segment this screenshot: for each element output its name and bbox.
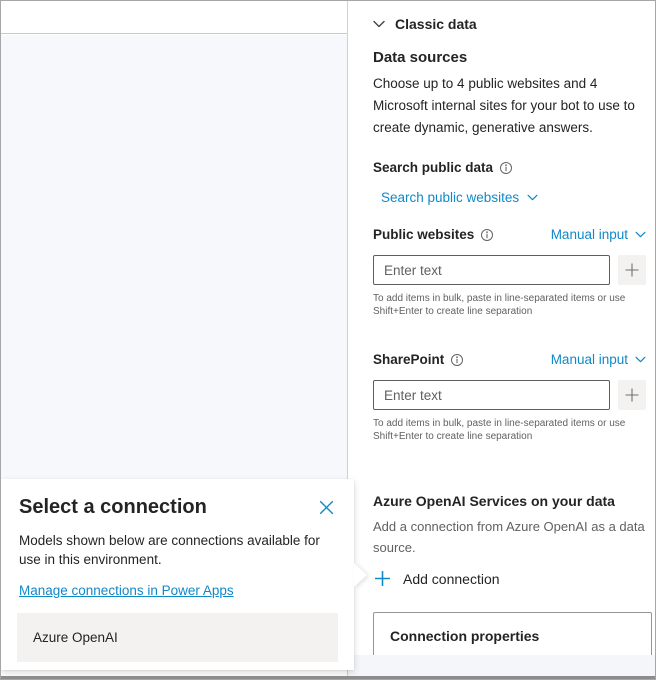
sharepoint-label-group	[373, 352, 464, 367]
classic-data-panel	[347, 1, 655, 679]
dialog-header	[19, 496, 336, 519]
public-websites-add-button[interactable]	[618, 255, 646, 285]
sharepoint-mode-label: Manual input	[550, 352, 628, 367]
add-connection-button[interactable]	[374, 570, 500, 587]
public-websites-mode-dropdown[interactable]	[551, 227, 646, 242]
classic-data-section-toggle[interactable]	[373, 16, 646, 32]
public-websites-mode-label: Manual input	[550, 227, 628, 242]
public-websites-helper-text: To add items in bulk, paste in line-separated items or use Shift+Enter to create line separation	[373, 293, 626, 317]
add-connection-label: Add connection	[403, 570, 500, 587]
chevron-down-icon	[635, 356, 646, 363]
plus-icon	[374, 570, 391, 587]
data-sources-description: Choose up to 4 public websites and 4 Microsoft internal sites for your bot to use to create dynamic, generative answers.	[373, 76, 635, 135]
info-icon[interactable]	[499, 161, 513, 175]
close-icon[interactable]	[317, 498, 336, 517]
sharepoint-helper-text: To add items in bulk, paste in line-separated items or use Shift+Enter to create line separation	[373, 418, 626, 442]
sharepoint-mode-dropdown[interactable]	[551, 352, 646, 367]
info-icon[interactable]	[480, 228, 494, 242]
classic-data-label: Classic data	[395, 16, 477, 32]
azure-openai-description: Add a connection from Azure OpenAI as a data source.	[373, 519, 645, 555]
public-websites-header-row	[373, 227, 646, 242]
search-public-websites-label: Search public websites	[381, 190, 520, 205]
sharepoint-add-button[interactable]	[618, 380, 646, 410]
window-bottom-edge	[1, 676, 655, 679]
info-icon[interactable]	[450, 353, 464, 367]
sharepoint-input-row	[373, 380, 646, 410]
search-public-websites-dropdown[interactable]	[381, 190, 538, 205]
sharepoint-input[interactable]	[373, 380, 610, 410]
dialog-title: Select a connection	[19, 496, 207, 518]
chevron-down-icon	[527, 194, 538, 201]
select-connection-dialog	[1, 479, 354, 670]
plus-icon	[624, 387, 640, 403]
connection-item-azure-openai[interactable]: Azure OpenAI	[17, 613, 338, 662]
search-public-data-row	[373, 160, 646, 175]
public-websites-label-group	[373, 227, 494, 242]
public-websites-label: Public websites	[373, 227, 475, 242]
azure-openai-title: Azure OpenAI Services on your data	[373, 493, 615, 509]
chevron-down-icon	[373, 20, 385, 28]
data-sources-title: Data sources	[373, 49, 468, 66]
connection-properties-expander[interactable]	[373, 612, 652, 660]
plus-icon	[624, 262, 640, 278]
sharepoint-label: SharePoint	[373, 352, 445, 367]
public-websites-input[interactable]	[373, 255, 610, 285]
connection-properties-label: Connection properties	[390, 628, 540, 644]
authoring-canvas	[1, 35, 347, 479]
dialog-callout-beak	[354, 563, 367, 587]
public-websites-input-row	[373, 255, 646, 285]
canvas-topbar	[1, 1, 347, 34]
chevron-down-icon	[635, 231, 646, 238]
search-public-data-label: Search public data	[373, 160, 494, 175]
manage-connections-link[interactable]: Manage connections in Power Apps	[19, 583, 234, 598]
dialog-description: Models shown below are connections available for use in this environment.	[19, 533, 320, 567]
sharepoint-header-row	[373, 352, 646, 367]
